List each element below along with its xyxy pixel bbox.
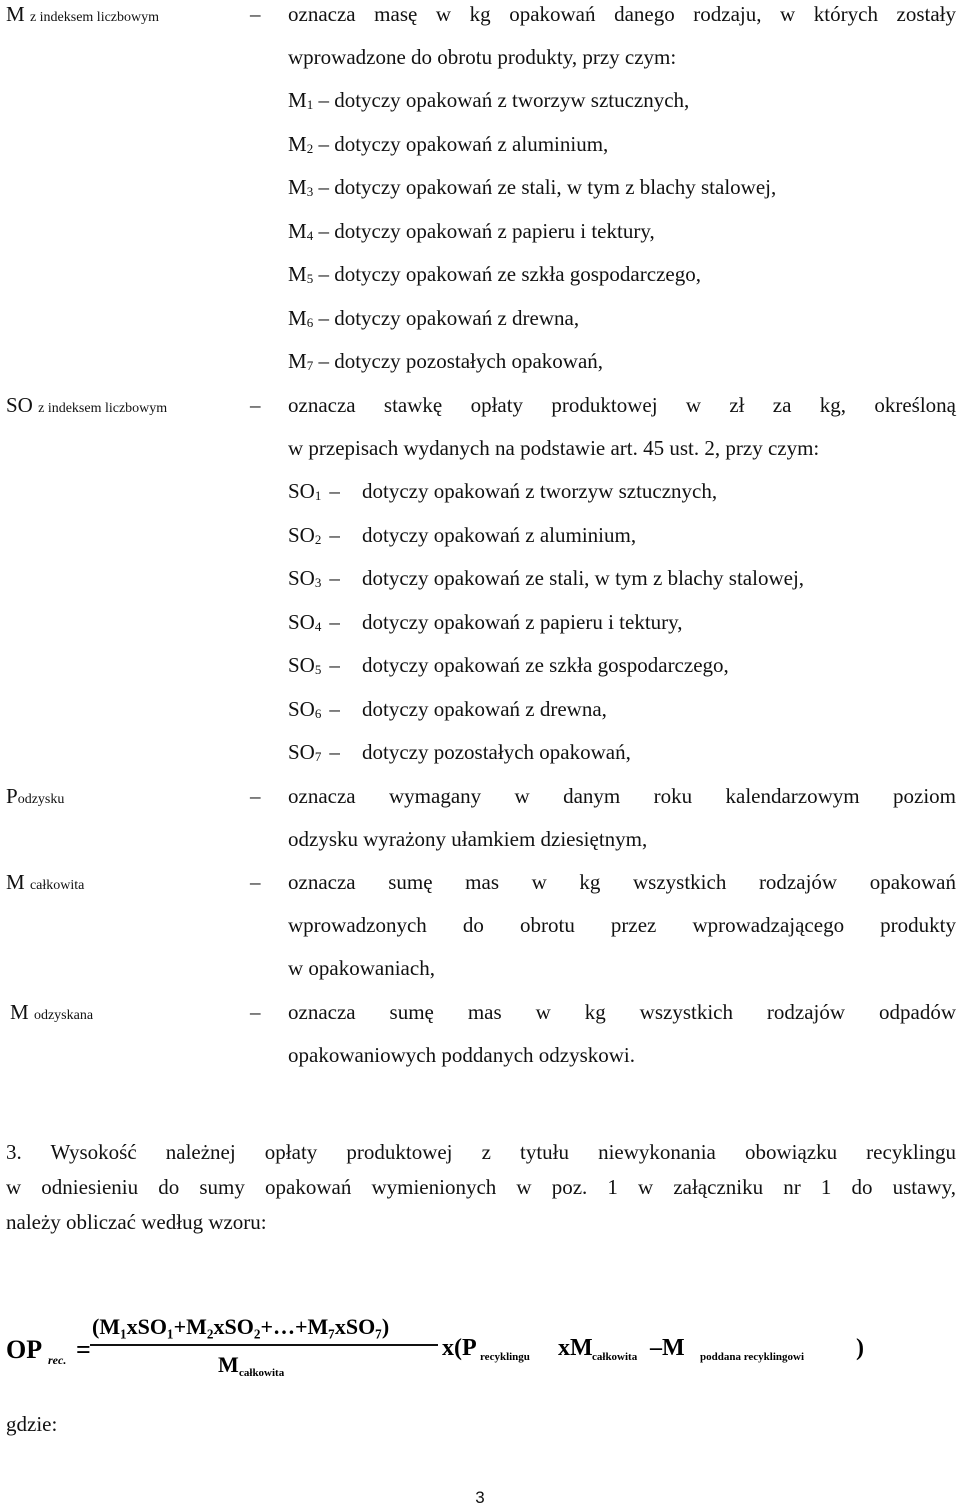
paragraph-3-line1: 3. Wysokość należnej opłaty produktowej z tytułu niewykonania obowiązku recyklingu — [6, 1140, 956, 1164]
m-item-symbol: $M_2$ — [288, 131, 314, 156]
so-item-symbol: $SO_6$ – — [288, 696, 340, 721]
m-item-symbol: $M_5$ — [288, 262, 314, 286]
m-item — [288, 219, 655, 244]
m-item — [288, 88, 689, 113]
formula-close: ) — [856, 1335, 864, 1361]
m-item-text: – dotyczy opakowań z drewna, — [318, 305, 580, 330]
formula-lhs: OP — [6, 1335, 43, 1364]
so-item-symbol: $SO_5$ – — [288, 653, 340, 677]
formula-times-p: x(P — [442, 1335, 477, 1361]
so-item-text: dotyczy opakowań z aluminium, — [362, 522, 637, 547]
formula-m-sub1: całkowita — [592, 1351, 638, 1363]
so-item — [288, 566, 804, 591]
def-mc-line1: oznacza sumę mas w kg wszystkich rodzajów opakowań — [288, 870, 956, 894]
formula-denominator: M — [218, 1352, 239, 1377]
so-item-symbol: $SO_3$ – — [288, 566, 340, 590]
formula-equals: = — [76, 1335, 91, 1364]
so-item-text: dotyczy opakowań ze szkła gospodarczego, — [362, 653, 729, 677]
formula-minus-m: –M — [650, 1335, 685, 1361]
so-item — [288, 697, 607, 722]
m-item-text: – dotyczy opakowań ze stali, w tym z blachy stalowej, — [318, 175, 777, 199]
so-item-symbol: $SO_7$ – — [288, 740, 340, 764]
so-item-text: dotyczy opakowań z drewna, — [362, 696, 607, 721]
def-m-line2: wprowadzone do obrotu produkty, przy czym: — [288, 45, 677, 69]
def-mc-line3: w opakowaniach, — [288, 956, 435, 980]
def-p-line1: oznacza wymagany w danym roku kalendarzowym poziom — [288, 784, 956, 808]
so-item — [288, 653, 729, 678]
formula-graphic — [6, 1310, 886, 1380]
m-item — [288, 306, 579, 331]
formula-x-m: xM — [558, 1335, 593, 1361]
formula-numerator: (M₁xSO₁+M₂xSO₂+…+M₇xSO₇) — [92, 1314, 390, 1339]
m-item-text: – dotyczy pozostałych opakowań, — [318, 349, 604, 373]
m-item-text: – dotyczy opakowań z papieru i tektury, — [318, 218, 655, 243]
m-item-text: – dotyczy opakowań z tworzyw sztucznych, — [318, 88, 690, 112]
m-item — [288, 349, 603, 374]
so-item — [288, 523, 636, 548]
def-so-label: SO z indeksem liczbowym — [6, 393, 168, 417]
formula-p-sub: recyklingu — [480, 1351, 530, 1363]
def-mo-dash: – — [250, 1000, 261, 1024]
def-m-label: M z indeksem liczbowym — [6, 2, 160, 26]
so-item-text: dotyczy opakowań ze stali, w tym z blachy stalowej, — [362, 566, 805, 590]
m-item — [288, 175, 776, 200]
m-item-symbol: $M_3$ — [288, 175, 314, 199]
def-mo-line1: oznacza sumę mas w kg wszystkich rodzajów odpadów — [288, 1000, 956, 1024]
def-so-line2: w przepisach wydanych na podstawie art. 45 ust. 2, przy czym: — [288, 436, 820, 460]
def-m-dash: – — [250, 2, 261, 26]
def-m-line1: oznacza masę w kg opakowań danego rodzaju, w których zostały — [288, 2, 956, 26]
def-p-label: Podzysku — [6, 784, 65, 808]
so-item-text: dotyczy pozostałych opakowań, — [362, 740, 631, 764]
so-item — [288, 479, 717, 504]
def-mo-line2: opakowaniowych poddanych odzyskowi. — [288, 1043, 636, 1067]
so-item-symbol: $SO_1$ – — [288, 479, 340, 503]
def-p-line2: odzysku wyrażony ułamkiem dziesiętnym, — [288, 827, 648, 851]
def-mc-line2: wprowadzonych do obrotu przez wprowadzającego produkty — [288, 913, 956, 937]
formula-denominator-sub: całkowita — [239, 1367, 285, 1379]
m-item-text: – dotyczy opakowań z aluminium, — [318, 131, 609, 156]
m-item — [288, 132, 608, 157]
paragraph-3-line3: należy obliczać według wzoru: — [6, 1210, 267, 1234]
so-item-text: dotyczy opakowań z tworzyw sztucznych, — [362, 479, 718, 503]
formula-lhs-sub: rec. — [48, 1353, 67, 1367]
so-item — [288, 610, 683, 635]
m-item-symbol: $M_6$ — [288, 305, 314, 330]
formula — [6, 1310, 886, 1380]
formula-m-sub2: poddana recyklingowi — [700, 1351, 805, 1363]
m-item-text: – dotyczy opakowań ze szkła gospodarczego, — [318, 262, 701, 286]
m-item-symbol: $M_1$ — [288, 88, 314, 112]
so-item-symbol: $SO_2$ – — [288, 522, 340, 547]
gdzie-label: gdzie: — [6, 1412, 58, 1436]
def-p-dash: – — [250, 784, 261, 808]
m-item — [288, 262, 701, 287]
m-item-symbol: $M_7$ — [288, 349, 314, 373]
so-item-symbol: $SO_4$ – — [288, 609, 340, 634]
def-so-line1: oznacza stawkę opłaty produktowej w zł za kg, określoną — [288, 393, 956, 417]
page-number: 3 — [475, 1488, 485, 1507]
def-mo-label: M odzyskana — [10, 1000, 94, 1024]
m-item-symbol: $M_4$ — [288, 218, 314, 243]
def-mc-label: M całkowita — [6, 870, 85, 894]
def-mc-dash: – — [250, 870, 261, 894]
paragraph-3-line2: w odniesieniu do sumy opakowań wymienionych w poz. 1 w załączniku nr 1 do ustawy, — [6, 1175, 956, 1199]
so-item-text: dotyczy opakowań z papieru i tektury, — [362, 609, 683, 634]
so-item — [288, 740, 631, 765]
def-so-dash: – — [250, 393, 261, 417]
